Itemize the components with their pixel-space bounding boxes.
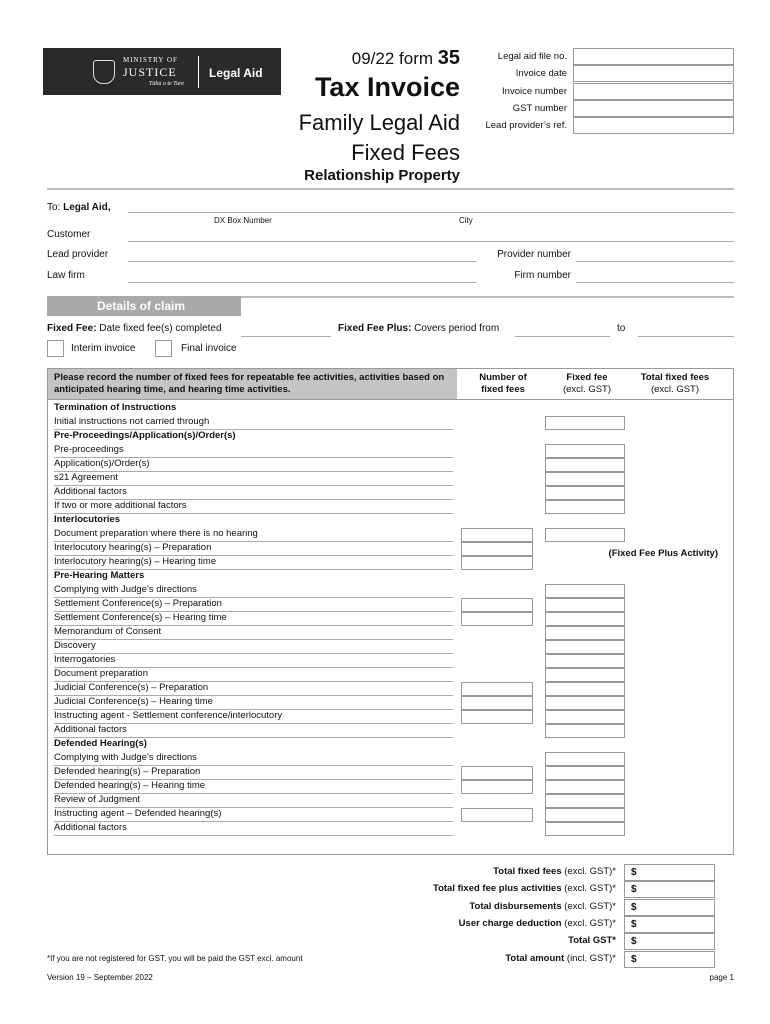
header-field-input[interactable]	[573, 100, 734, 117]
firm-number-label: Firm number	[514, 270, 571, 281]
header-field-input[interactable]	[573, 48, 734, 65]
fixed-fee-input[interactable]	[545, 822, 625, 836]
fixed-fee-input[interactable]	[545, 668, 625, 682]
fixed-fee-input[interactable]	[545, 458, 625, 472]
to-address-line[interactable]	[128, 212, 734, 213]
number-of-fees-input[interactable]	[461, 682, 533, 696]
fixed-fee-input[interactable]	[545, 794, 625, 808]
fixed-fee-input[interactable]	[545, 598, 625, 612]
section-heading: Termination of Instructions	[54, 402, 177, 413]
period-from-field[interactable]	[515, 336, 610, 337]
fixed-fee-label: Fixed Fee: Date fixed fee(s) completed	[47, 323, 222, 334]
fixed-fee-input[interactable]	[545, 696, 625, 710]
dx-box-label: DX Box Number	[214, 216, 272, 225]
lead-provider-field[interactable]	[128, 261, 476, 262]
logo-legal-aid-text: Legal Aid	[209, 66, 263, 80]
header-field-label: Legal aid file no.	[497, 51, 567, 62]
fixed-fee-input[interactable]	[545, 808, 625, 822]
fixed-fee-plus-note: (Fixed Fee Plus Activity)	[608, 548, 718, 559]
table-instruction: Please record the number of fixed fees for repeatable fee activities, activities based on anticipated hearing time, and hearing time activities.	[54, 372, 445, 395]
fixed-fee-input[interactable]	[545, 766, 625, 780]
total-label: Total fixed fees (excl. GST)*	[493, 866, 616, 877]
claim-divider	[241, 296, 734, 298]
table-row-label: Additional factors	[54, 822, 127, 833]
table-row-label: Additional factors	[54, 724, 127, 735]
number-of-fees-input[interactable]	[461, 556, 533, 570]
table-row-label: Settlement Conference(s) – Preparation	[54, 598, 222, 609]
table-row-label: Interlocutory hearing(s) – Hearing time	[54, 556, 217, 567]
total-label: Total GST*	[568, 935, 616, 947]
table-row-label: Document preparation	[54, 668, 148, 679]
fixed-fee-input[interactable]	[545, 752, 625, 766]
firm-number-field[interactable]	[576, 282, 734, 283]
col-fixed-fee: Fixed fee (excl. GST)	[562, 372, 612, 395]
page-subtitle-2: Fixed Fees	[351, 140, 460, 165]
table-row-label: Defended hearing(s) – Preparation	[54, 766, 201, 777]
total-label: Total disbursements (excl. GST)*	[469, 900, 616, 912]
fixed-fee-input[interactable]	[545, 472, 625, 486]
interim-invoice-label: Interim invoice	[71, 343, 136, 354]
interim-invoice-checkbox[interactable]	[47, 340, 64, 357]
table-row-label: Discovery	[54, 640, 96, 651]
total-amount-field[interactable]: $	[624, 899, 715, 916]
logo-ministry-text: MINISTRY OF	[123, 56, 178, 64]
table-row-label: Application(s)/Order(s)	[54, 458, 150, 469]
fixed-fee-input[interactable]	[545, 724, 625, 738]
page-title: Tax Invoice	[314, 72, 460, 102]
header-field-input[interactable]	[573, 83, 734, 100]
section-heading: Pre-Hearing Matters	[54, 570, 145, 581]
number-of-fees-input[interactable]	[461, 528, 533, 542]
total-label: Total fixed fee plus activities (excl. GST)*	[432, 883, 616, 895]
table-row-label: Pre-proceedings	[54, 444, 124, 455]
section-heading: Defended Hearing(s)	[54, 738, 147, 749]
table-row-label: Interrogatories	[54, 654, 116, 665]
page-subtitle-1: Family Legal Aid	[298, 110, 460, 135]
table-row-label: If two or more additional factors	[54, 500, 187, 511]
table-row-label: Defended hearing(s) – Hearing time	[54, 780, 206, 791]
provider-number-label: Provider number	[497, 249, 571, 260]
header-field-label: Invoice date	[515, 68, 567, 79]
customer-field[interactable]	[128, 241, 734, 242]
number-of-fees-input[interactable]	[461, 766, 533, 780]
table-row-label: Review of Judgment	[54, 794, 141, 805]
fixed-fee-input[interactable]	[545, 710, 625, 724]
table-row-label: Settlement Conference(s) – Hearing time	[54, 612, 227, 623]
logo-justice-text: JUSTICE	[123, 65, 177, 79]
version-label: Version 19 – September 2022	[47, 973, 153, 982]
total-label: Total amount (incl. GST)*	[505, 952, 616, 964]
page-number: page 1	[709, 973, 734, 982]
header-field-label: Invoice number	[502, 86, 567, 97]
table-row-label: Instructing agent – Defended hearing(s)	[54, 808, 222, 819]
total-amount-field[interactable]: $	[624, 916, 715, 933]
total-amount-field[interactable]: $	[624, 864, 715, 881]
number-of-fees-input[interactable]	[461, 612, 533, 626]
law-firm-label: Law firm	[47, 270, 85, 281]
total-amount-field[interactable]: $	[624, 933, 715, 950]
fixed-fee-input[interactable]	[545, 584, 625, 598]
header-field-input[interactable]	[573, 65, 734, 82]
fixed-fee-input[interactable]	[545, 444, 625, 458]
section-heading: Pre-Proceedings/Application(s)/Order(s)	[54, 430, 236, 441]
table-row-divider	[54, 835, 453, 836]
ministry-of-justice-logo	[43, 48, 281, 95]
table-row-label: Document preparation where there is no hearing	[54, 528, 258, 539]
header-field-input[interactable]	[573, 117, 734, 134]
final-invoice-checkbox[interactable]	[155, 340, 172, 357]
page-subtitle-3: Relationship Property	[304, 167, 460, 184]
table-row-label: s21 Agreement	[54, 472, 118, 483]
period-to-label: to	[617, 323, 626, 334]
table-row-label: Instructing agent - Settlement conference/interlocutory	[54, 710, 283, 721]
table-row-divider	[54, 639, 453, 640]
table-row-label: Judicial Conference(s) – Hearing time	[54, 696, 213, 707]
logo-divider	[198, 56, 199, 88]
table-row-label: Complying with Judge’s directions	[54, 752, 197, 763]
fixed-fee-date-field[interactable]	[241, 336, 331, 337]
fixed-fee-input[interactable]	[545, 640, 625, 654]
table-row-label: Judicial Conference(s) – Preparation	[54, 682, 209, 693]
total-label: User charge deduction (excl. GST)*	[458, 917, 616, 929]
table-row-label: Memorandum of Consent	[54, 626, 162, 637]
col-number-of-fixed-fees: Number of fixed fees	[479, 372, 527, 395]
number-of-fees-input[interactable]	[461, 542, 533, 556]
to-label: To: Legal Aid,	[47, 202, 111, 213]
logo-motto-text: Tāhū o te Ture	[149, 81, 184, 87]
provider-number-field[interactable]	[576, 261, 734, 262]
gst-footnote: *If you are not registered for GST, you will be paid the GST excl. amount	[47, 954, 303, 963]
fixed-fee-plus-label: Fixed Fee Plus: Covers period from	[338, 323, 500, 334]
fixed-fee-input[interactable]	[545, 486, 625, 500]
period-to-field[interactable]	[638, 336, 734, 337]
header-field-label: Lead provider’s ref.	[485, 120, 567, 131]
fixed-fee-input[interactable]	[545, 780, 625, 794]
fixed-fee-input[interactable]	[545, 682, 625, 696]
table-row-label: Complying with Judge’s directions	[54, 584, 197, 595]
fixed-fee-input[interactable]	[545, 500, 625, 514]
fixed-fee-input[interactable]	[545, 626, 625, 640]
number-of-fees-input[interactable]	[461, 780, 533, 794]
final-invoice-label: Final invoice	[181, 343, 237, 354]
fixed-fee-input[interactable]	[545, 528, 625, 542]
fixed-fee-input[interactable]	[545, 416, 625, 430]
coat-of-arms-icon	[93, 60, 115, 84]
col-total-fixed-fees: Total fixed fees (excl. GST)	[640, 372, 710, 395]
total-amount-field[interactable]: $	[624, 951, 715, 968]
table-row-label: Initial instructions not carried through	[54, 416, 210, 427]
fixed-fee-input[interactable]	[545, 654, 625, 668]
number-of-fees-input[interactable]	[461, 696, 533, 710]
number-of-fees-input[interactable]	[461, 598, 533, 612]
city-label: City	[459, 216, 473, 225]
details-of-claim-tab: Details of claim	[47, 296, 241, 316]
fixed-fee-input[interactable]	[545, 612, 625, 626]
table-row-label: Interlocutory hearing(s) – Preparation	[54, 542, 212, 553]
law-firm-field[interactable]	[128, 282, 476, 283]
header-divider	[47, 188, 734, 190]
total-amount-field[interactable]: $	[624, 881, 715, 898]
header-field-label: GST number	[512, 103, 567, 114]
table-header-divider	[48, 399, 733, 400]
section-heading: Interlocutories	[54, 514, 120, 525]
number-of-fees-input[interactable]	[461, 710, 533, 724]
table-row-label: Additional factors	[54, 486, 127, 497]
customer-label: Customer	[47, 229, 91, 240]
form-number: 09/22 form 35	[351, 47, 460, 69]
lead-provider-label: Lead provider	[47, 249, 109, 260]
number-of-fees-input[interactable]	[461, 808, 533, 822]
